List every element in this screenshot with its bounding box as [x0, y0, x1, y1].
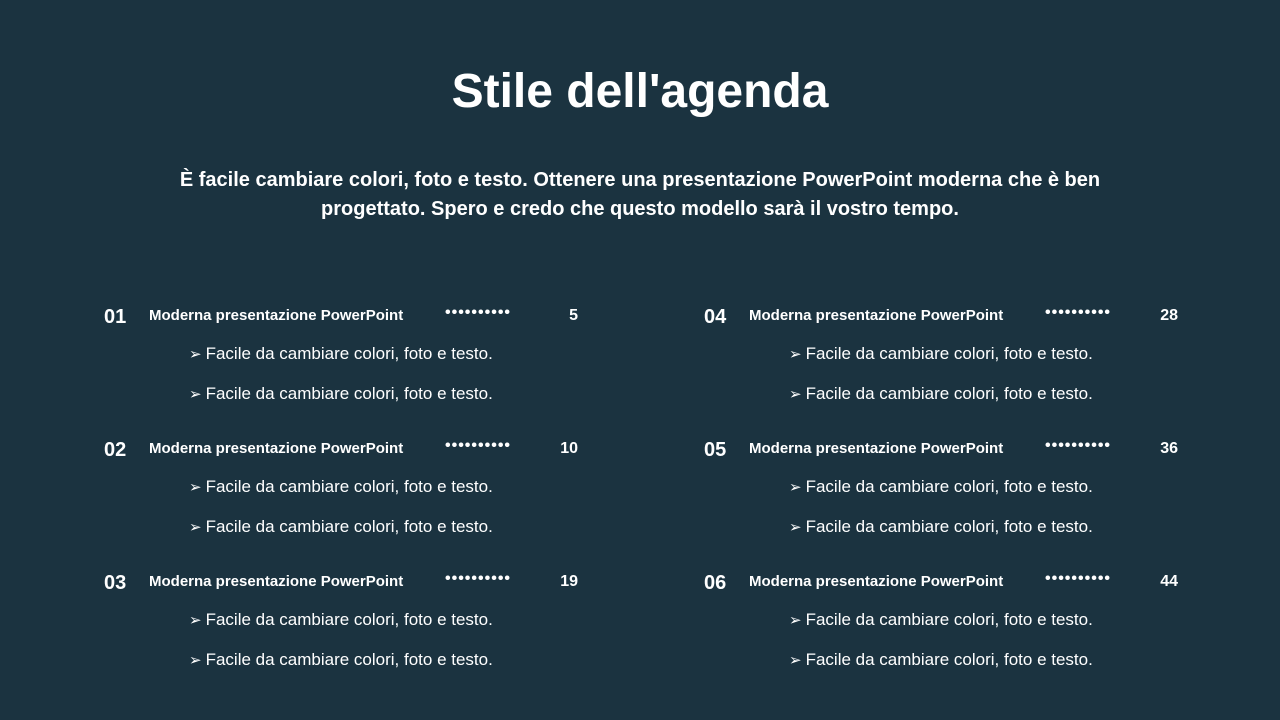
agenda-column-left — [104, 300, 604, 699]
dot-leader: •••••••••• — [1045, 304, 1112, 321]
agenda-item — [104, 566, 604, 699]
agenda-item-header — [104, 433, 604, 467]
bullet-text: Facile da cambiare colori, foto e testo. — [205, 650, 493, 669]
bullet-item — [189, 600, 604, 640]
bullet-item — [189, 640, 604, 680]
agenda-item-header — [704, 433, 1204, 467]
bullet-item — [789, 334, 1204, 374]
item-number: 01 — [104, 306, 127, 328]
arrowhead-icon: ➢ — [189, 611, 202, 629]
dot-leader: •••••••••• — [1045, 437, 1112, 454]
bullet-text: Facile da cambiare colori, foto e testo. — [805, 517, 1093, 536]
arrowhead-icon: ➢ — [789, 611, 802, 629]
bullet-text: Facile da cambiare colori, foto e testo. — [805, 384, 1093, 403]
item-heading: Moderna presentazione PowerPoint — [149, 440, 404, 457]
agenda-item — [704, 433, 1204, 566]
bullet-item — [189, 467, 604, 507]
bullet-text: Facile da cambiare colori, foto e testo. — [805, 477, 1093, 496]
page-number: 10 — [560, 440, 578, 457]
page-number: 28 — [1160, 307, 1178, 324]
item-number: 05 — [704, 439, 727, 461]
arrowhead-icon: ➢ — [789, 651, 802, 669]
bullet-text: Facile da cambiare colori, foto e testo. — [805, 344, 1093, 363]
item-number: 02 — [104, 439, 127, 461]
dot-leader: •••••••••• — [1045, 570, 1112, 587]
page-number: 36 — [1160, 440, 1178, 457]
bullet-text: Facile da cambiare colori, foto e testo. — [205, 384, 493, 403]
bullet-item — [189, 334, 604, 374]
bullet-text: Facile da cambiare colori, foto e testo. — [805, 650, 1093, 669]
item-number: 03 — [104, 572, 127, 594]
arrowhead-icon: ➢ — [789, 385, 802, 403]
bullet-text: Facile da cambiare colori, foto e testo. — [205, 344, 493, 363]
dot-leader: •••••••••• — [445, 437, 512, 454]
bullet-item — [189, 507, 604, 547]
arrowhead-icon: ➢ — [789, 518, 802, 536]
bullet-text: Facile da cambiare colori, foto e testo. — [205, 477, 493, 496]
bullet-item — [189, 374, 604, 414]
arrowhead-icon: ➢ — [189, 651, 202, 669]
bullet-item — [789, 640, 1204, 680]
bullet-item — [789, 467, 1204, 507]
agenda-column-right — [704, 300, 1204, 699]
arrowhead-icon: ➢ — [189, 385, 202, 403]
subtitle: È facile cambiare colori, foto e testo. Ottenere una presentazione PowerPoint moderna che è ben progettato. Spero e credo che questo modello sarà il vostro tempo. — [179, 169, 1101, 220]
arrowhead-icon: ➢ — [189, 345, 202, 363]
bullet-text: Facile da cambiare colori, foto e testo. — [805, 610, 1093, 629]
dot-leader: •••••••••• — [445, 570, 512, 587]
agenda-item-header — [704, 300, 1204, 334]
item-heading: Moderna presentazione PowerPoint — [149, 573, 404, 590]
agenda-item — [104, 433, 604, 566]
page-number: 19 — [560, 573, 578, 590]
item-heading: Moderna presentazione PowerPoint — [149, 307, 404, 324]
arrowhead-icon: ➢ — [789, 478, 802, 496]
arrowhead-icon: ➢ — [189, 478, 202, 496]
agenda-item — [704, 566, 1204, 699]
agenda-item — [104, 300, 604, 433]
page-title: Stile dell'agenda — [451, 65, 829, 118]
item-heading: Moderna presentazione PowerPoint — [749, 307, 1004, 324]
agenda-item-header — [704, 566, 1204, 600]
agenda-item-header — [104, 300, 604, 334]
bullet-text: Facile da cambiare colori, foto e testo. — [205, 517, 493, 536]
dot-leader: •••••••••• — [445, 304, 512, 321]
bullet-item — [789, 507, 1204, 547]
agenda-item-header — [104, 566, 604, 600]
page-number: 5 — [569, 307, 578, 324]
item-heading: Moderna presentazione PowerPoint — [749, 440, 1004, 457]
page-number: 44 — [1160, 573, 1178, 590]
arrowhead-icon: ➢ — [189, 518, 202, 536]
agenda-item — [704, 300, 1204, 433]
item-number: 04 — [704, 306, 727, 328]
item-heading: Moderna presentazione PowerPoint — [749, 573, 1004, 590]
bullet-item — [789, 374, 1204, 414]
bullet-text: Facile da cambiare colori, foto e testo. — [205, 610, 493, 629]
item-number: 06 — [704, 572, 727, 594]
arrowhead-icon: ➢ — [789, 345, 802, 363]
bullet-item — [789, 600, 1204, 640]
